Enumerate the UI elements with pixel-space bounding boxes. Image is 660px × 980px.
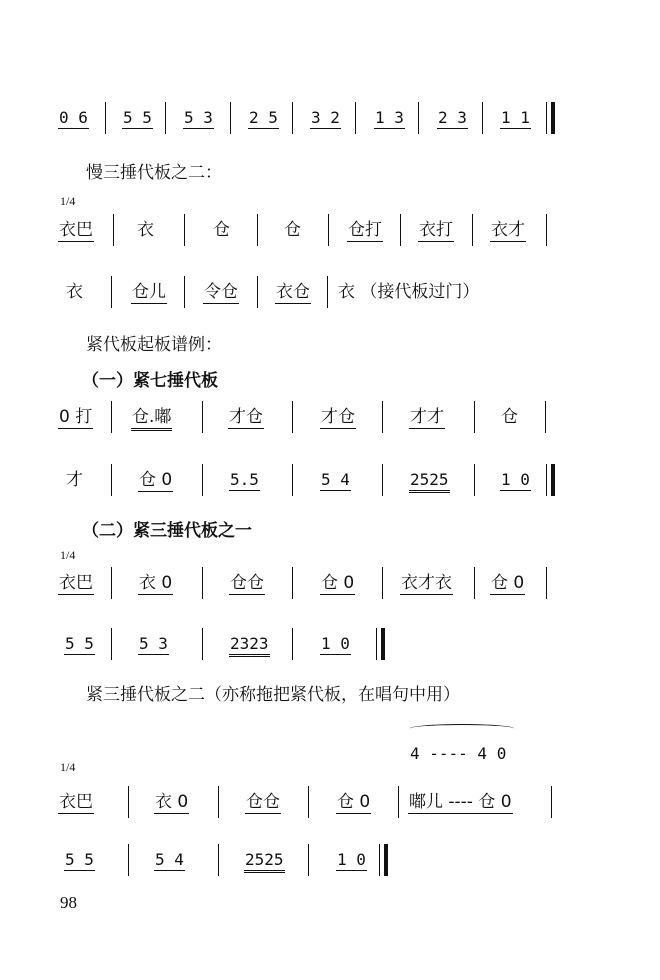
measure: 衣巴 (59, 573, 93, 593)
measure: 0 打 (59, 407, 93, 427)
measure: 1 0 (501, 470, 530, 489)
subsection-heading: （二）紧三捶代板之一 (82, 521, 252, 541)
barline (308, 844, 309, 876)
barline (128, 844, 129, 876)
barline (111, 276, 112, 308)
measure: 3 2 (311, 108, 340, 127)
barline (128, 786, 129, 818)
measure: 衣才 (491, 220, 525, 240)
measure: 5.5 (230, 470, 259, 489)
measure: 仓.嘟 (131, 397, 172, 437)
barline (111, 401, 112, 433)
meter-mark: 1/4 (60, 760, 76, 774)
measure: 才仓 (321, 407, 355, 427)
barline (382, 567, 383, 599)
measure: 衣巴 (59, 220, 93, 240)
final-barline (381, 628, 385, 660)
measure: 衣 0 (155, 792, 189, 812)
barline (546, 214, 547, 246)
measure: 仓 0 (139, 470, 173, 490)
measure: 5 5 (65, 850, 94, 869)
notation-row-9 (0, 840, 660, 880)
barline (292, 464, 293, 496)
barline (184, 214, 185, 246)
measure: 才 (66, 470, 83, 490)
barline (308, 786, 309, 818)
measure: 仓儿 (132, 282, 166, 302)
barline (165, 102, 166, 134)
barline (551, 786, 552, 818)
barline (292, 401, 293, 433)
measure: 衣才衣 (401, 573, 452, 593)
measure: 0 6 (59, 108, 88, 127)
measure: 衣巴 (59, 792, 93, 812)
measure: 仓 (501, 407, 518, 427)
barline (418, 102, 419, 134)
barline (382, 401, 383, 433)
section-heading: 慢三捶代板之二： (86, 163, 222, 183)
measure: 嘟儿 ---- 仓 0 (409, 792, 512, 812)
measure: 2323 (229, 624, 270, 664)
measure: 仓仓 (230, 573, 264, 593)
notation-row-8 (0, 782, 660, 822)
measure: 仓 0 (321, 573, 355, 593)
measure: 衣 0 (139, 573, 173, 593)
barline (218, 844, 219, 876)
barline (230, 102, 231, 134)
final-barline (551, 102, 555, 134)
upper-notation: 4 ---- 4 0 (410, 744, 507, 763)
section-heading: 紧代板起板谱例： (86, 335, 222, 355)
barline (202, 401, 203, 433)
measure: 仓 (213, 220, 230, 240)
barline (218, 786, 219, 818)
barline (184, 276, 185, 308)
measure: 衣仓 (276, 282, 310, 302)
measure: 令仓 (204, 282, 238, 302)
measure: 才才 (410, 407, 444, 427)
barline (472, 214, 473, 246)
measure: 仓仓 (246, 792, 280, 812)
barline (202, 464, 203, 496)
barline (327, 276, 328, 308)
measure: 2525 (409, 460, 450, 500)
measure: 2 5 (249, 108, 278, 127)
measure: 2525 (244, 840, 285, 880)
measure-with-note: 衣 （接代板过门） (338, 282, 480, 302)
measure: 2 3 (438, 108, 467, 127)
notation-row-7 (0, 624, 660, 664)
measure: 5 3 (184, 108, 213, 127)
barline (355, 102, 356, 134)
barline (257, 214, 258, 246)
measure: 仓 0 (491, 573, 525, 593)
measure: 5 5 (65, 634, 94, 653)
barline (474, 464, 475, 496)
final-barline (551, 464, 555, 496)
measure: 仓 0 (337, 792, 371, 812)
section-heading: 紧三捶代板之二（亦称拖把紧代板，在唱句中用） (86, 685, 460, 705)
barline (292, 567, 293, 599)
final-barline (384, 844, 388, 876)
barline (474, 567, 475, 599)
notation-row-5 (0, 460, 660, 500)
measure: 1 3 (375, 108, 404, 127)
subsection-heading: （一）紧七捶代板 (82, 371, 218, 391)
barline (546, 567, 547, 599)
measure: 5 3 (139, 634, 168, 653)
barline (474, 401, 475, 433)
barline (111, 567, 112, 599)
barline (105, 102, 106, 134)
meter-mark: 1/4 (60, 548, 76, 562)
measure: 衣 (66, 282, 83, 302)
page-number: 98 (60, 893, 77, 912)
barline (292, 628, 293, 660)
barline (400, 214, 401, 246)
barline (292, 102, 293, 134)
barline (328, 214, 329, 246)
measure: 1 0 (321, 634, 350, 653)
notation-row-3 (0, 272, 660, 312)
measure: 1 0 (337, 850, 366, 869)
notation-row-1 (0, 98, 660, 138)
barline (202, 567, 203, 599)
measure: 衣 (137, 220, 154, 240)
barline (111, 464, 112, 496)
barline (398, 786, 399, 818)
barline (202, 628, 203, 660)
measure: 5 4 (321, 470, 350, 489)
measure: 仓打 (348, 220, 382, 240)
barline (545, 401, 546, 433)
notation-row-6 (0, 563, 660, 603)
barline (257, 276, 258, 308)
barline (382, 464, 383, 496)
barline (482, 102, 483, 134)
measure: 仓 (284, 220, 301, 240)
measure: 1 1 (501, 108, 530, 127)
meter-mark: 1/4 (60, 194, 76, 208)
barline (113, 214, 114, 246)
notation-row-2 (0, 210, 660, 250)
barline (111, 628, 112, 660)
measure: 衣打 (419, 220, 453, 240)
slur-mark (410, 724, 514, 733)
measure: 5 5 (123, 108, 152, 127)
notation-row-4 (0, 397, 660, 437)
measure: 才仓 (229, 407, 263, 427)
measure: 5 4 (155, 850, 184, 869)
